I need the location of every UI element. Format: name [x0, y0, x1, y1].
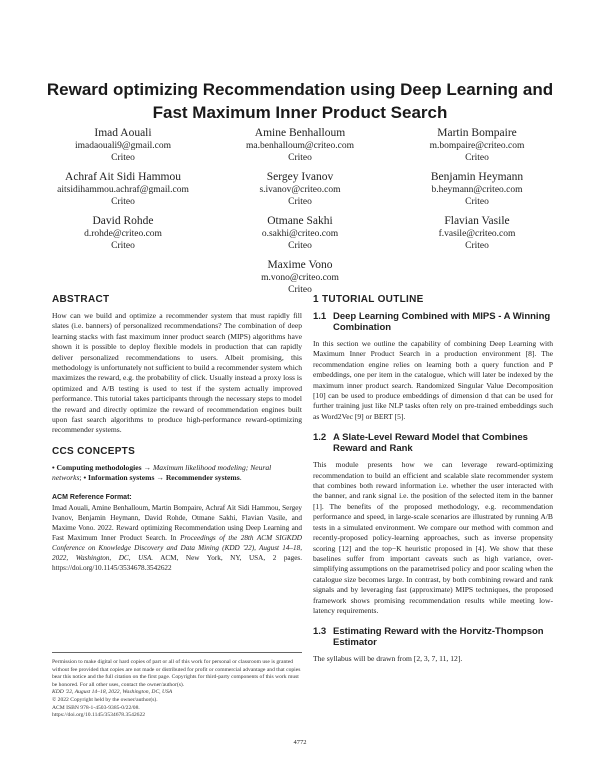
author-affiliation: Criteo: [288, 241, 312, 251]
copyright-line: © 2022 Copyright held by the owner/author(s).: [52, 696, 158, 703]
author-affiliation: Criteo: [465, 197, 489, 207]
ccs-subconcepts: Maximum likelihood modeling; Neural networks: [52, 462, 272, 483]
author-name: Otmane Sakhi: [267, 215, 333, 227]
author-row: [38, 126, 562, 164]
author-name: David Rohde: [92, 215, 154, 227]
subsection-title: Deep Learning Combined with MIPS - A Winning Combination: [333, 311, 551, 333]
subsection-heading: [313, 432, 553, 454]
author: [392, 170, 562, 208]
ccs-separator: ;: [79, 473, 84, 483]
ccs-concepts: [52, 463, 302, 484]
author-name: Achraf Ait Sidi Hammou: [65, 171, 181, 183]
author-name: Imad Aouali: [94, 127, 152, 139]
doi-link[interactable]: https://doi.org/10.1145/3534678.3542622: [52, 712, 146, 719]
author-name: Flavian Vasile: [444, 215, 510, 227]
ccs-concept-computing: • Computing methodologies: [52, 462, 142, 472]
subsection-number: 1.1: [313, 311, 327, 322]
author: [38, 126, 208, 164]
author-row: [38, 258, 562, 296]
author-email[interactable]: ma.benhalloum@criteo.com: [246, 141, 354, 151]
right-column: [313, 294, 553, 675]
author-email[interactable]: m.bompaire@criteo.com: [429, 141, 525, 151]
ccs-concept-recsys: Recommender systems: [165, 473, 240, 483]
subsection-text: In this section we outline the capability of combining Deep Learning with Maximum Inner Product Search in a production environment [8]. The recommendation engine relies on learning both a query function and P embeddings, one per item in the catalogue, which will later be indexed by the maximum inner product search. Randomized Singular Value Decomposition [10] can be used to produce embeddings of dimension d that can be used for further training just like NLP tasks often rely on pre-trained embeddings such as Word2Vec [9] or BERT [5].: [313, 339, 553, 421]
abstract-text: How can we build and optimize a recommender system that must rapidly fill slates (i.e. banners) of personalized recommendations? The combination of deep learning stacks with fast maximum inner product search (MIPS) algorithms have shown it is possible to deploy flexible models in production that can rapidly deliver personalized recommendations to users. Albeit promising, this methodology is unfortunately not sufficient to build a recommender system which maximizes the reward, e.g. the probability of click. Usually instead a proxy loss is optimized and A/B testing is used to test if the system actually improved performance. This tutorial takes participants through the necessary steps to model the reward and directly optimize the reward of recommendation engines built upon fast search algorithms to produce high-performance reward-optimizing recommender systems.: [52, 311, 302, 435]
author: [215, 258, 385, 296]
author-email[interactable]: s.ivanov@criteo.com: [259, 185, 341, 195]
author-affiliation: Criteo: [111, 241, 135, 251]
author-email[interactable]: o.sakhi@criteo.com: [261, 229, 339, 239]
author-affiliation: Criteo: [465, 241, 489, 251]
author: [38, 214, 208, 252]
ccs-arrow: →: [141, 462, 153, 472]
author: [215, 214, 385, 252]
reference-doi: ACM, New York, NY, USA, 2 pages. https://doi.org/10.1145/3534678.3542622: [52, 553, 302, 572]
author-block: [38, 126, 562, 302]
author-affiliation: Criteo: [288, 285, 312, 295]
subsection-text: The syllabus will be drawn from [2, 3, 7, 11, 12].: [313, 654, 463, 664]
subsection-heading: [313, 311, 553, 333]
paper-title: Reward optimizing Recommendation using Deep Learning and Fast Maximum Inner Product Search: [46, 80, 554, 122]
ccs-concept-information: • Information systems: [83, 473, 155, 483]
author-email[interactable]: m.vono@criteo.com: [261, 273, 339, 283]
isbn-line: ACM ISBN 978-1-4503-9385-0/22/08.: [52, 704, 140, 711]
author-affiliation: Criteo: [288, 153, 312, 163]
conference-info: KDD '22, August 14–18, 2022, Washington, DC, USA: [52, 689, 173, 696]
author-row: [38, 170, 562, 208]
author-name: Benjamin Heymann: [430, 171, 524, 183]
author-email[interactable]: imadaouali9@gmail.com: [74, 141, 172, 151]
subsection-number: 1.3: [313, 626, 327, 638]
author: [392, 126, 562, 164]
subsection-number: 1.2: [313, 432, 327, 444]
subsection-title: A Slate-Level Reward Model that Combines Reward and Rank: [333, 432, 528, 455]
author-affiliation: Criteo: [288, 197, 312, 207]
author-email[interactable]: d.rohde@criteo.com: [84, 229, 162, 239]
reference-venue: Proceedings of the 28th ACM SIGKDD Conference on Knowledge Discovery and Data Mining (KDD '22), August 14–18, 2022, Washington, DC, USA.: [52, 533, 302, 562]
author-affiliation: Criteo: [111, 153, 135, 163]
ccs-end: .: [239, 473, 242, 483]
author-name: Maxime Vono: [267, 259, 333, 271]
reference-text: [52, 503, 302, 573]
author-name: Martin Bompaire: [437, 127, 517, 139]
author-email[interactable]: f.vasile@criteo.com: [438, 229, 516, 239]
author-affiliation: Criteo: [465, 153, 489, 163]
author: [392, 214, 562, 252]
permission-text: Permission to make digital or hard copies of part or all of this work for personal or classroom use is granted without fee provided that copies are not made or distributed for profit or commercial advantage and that copies bear this notice and the full citation on the first page. Copyrights for third-party components of this work must be honored. For all other uses, contact the owner/author(s).: [52, 659, 301, 688]
author-row: [38, 214, 562, 252]
author: [215, 126, 385, 164]
abstract-heading: ABSTRACT: [52, 294, 110, 305]
author-name: Amine Benhalloum: [254, 127, 346, 139]
left-column: [52, 294, 302, 573]
ccs-arrow: →: [154, 473, 166, 483]
copyright-footnote: [52, 652, 302, 720]
author: [215, 170, 385, 208]
subsection-text: This module presents how we can leverage reward-optimizing recommendation to build an efficient and scalable slate recommender system that combines both reward information i.e. whether the user interacted with the banner, and rank signal i.e. the position of the selected item in the banner [1]. The benefits of the proposed methodology, e.g. recommendation performance and speed, in large-scale scenarios are illustrated by running A/B tests in a simulated environment. We compare our method with common and recently-proposed policy-learning approaches, such as inverse propensity scoring [12] and the top−K heuristic proposed in [4]. We show that these baselines suffer from important caveats such as high variance, over-simplifying assumptions on the parametrised policy and poor scaling when the catalogue size becomes large. In contrast, by both combining reward and rank signals and by leveraging fast (approximate) MIPS techniques, the proposed framework shows promising recommendation results while meeting low-latency requirements.: [313, 460, 553, 615]
reference-authors: Imad Aouali, Amine Benhalloum, Martin Bompaire, Achraf Ait Sidi Hammou, Sergey Ivanov, Benjamin Heymann, David Rohde, Otmane Sakhi, Flavian Vasile, and Maxime Vono. 2022. Reward optimizing Recommendation using Deep Learning and Fast Maximum Inner Product Search. In: [52, 503, 302, 542]
author-affiliation: Criteo: [111, 197, 135, 207]
author-email[interactable]: b.heymann@criteo.com: [431, 185, 523, 195]
subsection-heading: [313, 626, 553, 648]
author: [38, 170, 208, 208]
author-email[interactable]: aitsidihammou.achraf@gmail.com: [57, 185, 189, 195]
reference-heading: ACM Reference Format:: [52, 493, 132, 501]
subsection-title: Estimating Reward with the Horvitz-Thompson Estimator: [333, 626, 544, 649]
ccs-heading: CCS CONCEPTS: [52, 445, 136, 457]
page-number: 4772: [293, 739, 307, 746]
section-heading-outline: 1 TUTORIAL OUTLINE: [313, 294, 424, 305]
author-name: Sergey Ivanov: [266, 171, 334, 183]
